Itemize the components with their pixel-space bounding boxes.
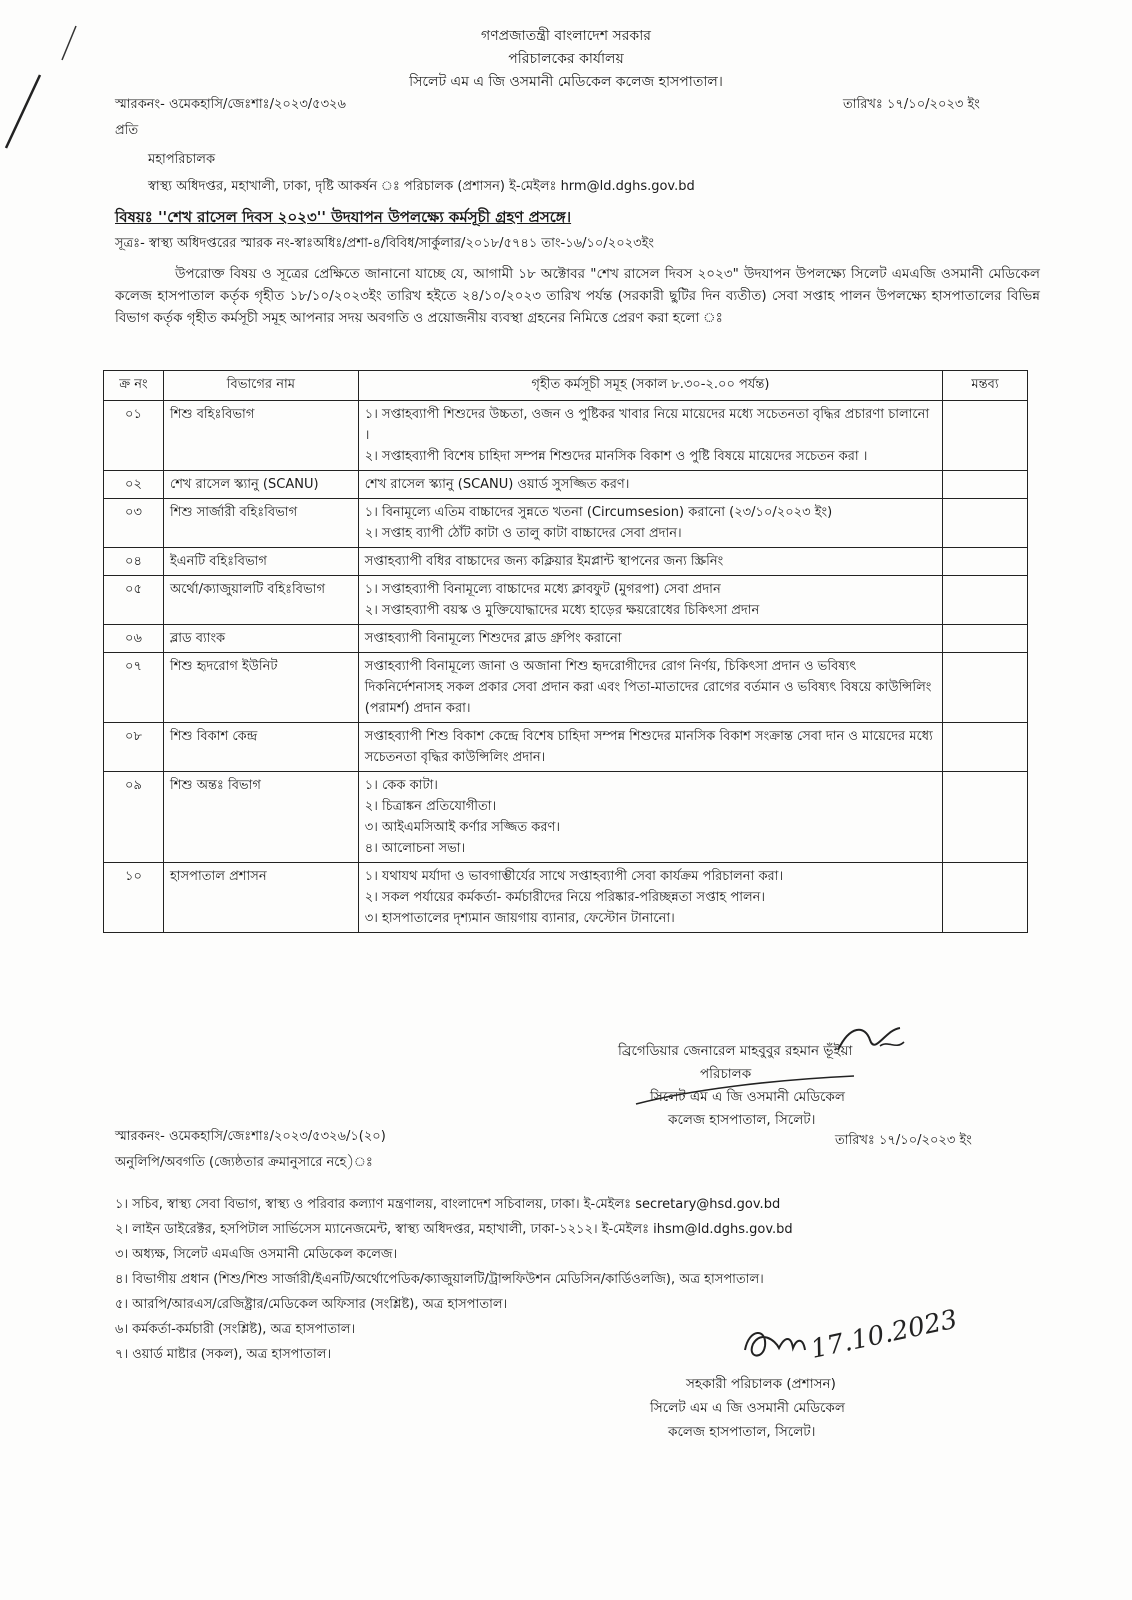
cc-item: ৭। ওয়ার্ড মাষ্টার (সকল), অত্র হাসপাতাল।: [115, 1347, 332, 1362]
body-text: উপরোক্ত বিষয় ও সূত্রের প্রেক্ষিতে জানানো যাচ্ছে যে, আগামী ১৮ অক্টোবর "শেখ রাসেল দিবস ২০২৩" উদযাপন উপলক্ষ্যে সিলেট এমএজি ওসমানী মেডিকেল কলেজ হাসপাতাল কর্তৃক গৃহীত ১৮/১০/২০২৩ইং তারিখ হইতে ২৪/১০/২০২৩ তারিখ পর্যন্ত (সরকারী ছুটির দিন ব্যতীত) সেবা সপ্তাহ পালন উপলক্ষ্যে হাসপাতালের বিভিন্ন বিভাগ কর্তৃক গৃহীত কর্মসূচী সমূহ আপনার সদয় অবগতি ও প্রয়োজনীয় ব্যবস্থা গ্রহনের নিমিত্তে প্রেরণ করা হলো ঃ: [115, 266, 1040, 326]
row-serial: ০৯: [104, 772, 164, 863]
row-remarks: [943, 863, 1028, 933]
row-programs: [358, 772, 942, 863]
row-dept: ব্লাড ব্যাংক: [163, 625, 358, 653]
row-dept: শেখ রাসেল স্ক্যানু (SCANU): [163, 471, 358, 499]
header-programs: গৃহীত কর্মসূচী সমূহ (সকাল ৮.৩০-২.০০ পর্যন্ত): [358, 371, 942, 401]
row-remarks: [943, 576, 1028, 625]
memo-ref: স্মারকনং- ওমেকহাসি/জেঃশাঃ/২০২৩/৫৩২৬: [115, 97, 346, 112]
row-programs: [358, 576, 942, 625]
row-remarks: [943, 625, 1028, 653]
program-item: ১। বিনামূল্যে এতিম বাচ্চাদের সুন্নতে খতনা (Circumsesion) করানো (২৩/১০/২০২৩ ইং): [364, 505, 833, 520]
program-item: ২। সপ্তাহ ব্যাপী ঠোঁট কাটা ও তালু কাটা বাচ্চাদের সেবা প্রদান।: [364, 526, 682, 541]
cc-item: ৪। বিভাগীয় প্রধান (শিশু/শিশু সার্জারী/ইএনটি/অর্থোপেডিক/ক্যাজুয়ালটি/ট্রান্সফিউশন মেডিসিন/কার্ডিওলজি), অত্র হাসপাতাল।: [115, 1272, 764, 1287]
cc-item: ৬। কর্মকর্তা-কর্মচারী (সংশ্লিষ্ট), অত্র হাসপাতাল।: [115, 1322, 356, 1337]
cc-item: ৩। অধ্যক্ষ, সিলেট এমএজি ওসমানী মেডিকেল কলেজ।: [115, 1247, 398, 1262]
row-programs: [358, 625, 942, 653]
row-dept: অর্থো/ক্যাজুয়ালটি বহিঃবিভাগ: [163, 576, 358, 625]
cc-list: [115, 1192, 793, 1367]
row-remarks: [943, 401, 1028, 471]
table-row: [104, 625, 1028, 653]
row-serial: ০৭: [104, 653, 164, 723]
row-dept: শিশু বিকাশ কেন্দ্র: [163, 723, 358, 772]
program-item: সপ্তাহব্যাপী শিশু বিকাশ কেন্দ্রে বিশেষ চাহিদা সম্পন্ন শিশুদের মানসিক বিকাশ সংক্রান্ত সেবা দান ও মায়েদের মধ্যে সচেতনতা বৃদ্ধির কাউন্সিলিং প্রদান।: [364, 729, 933, 765]
header-remarks: মন্তব্য: [943, 371, 1028, 401]
program-item: সপ্তাহব্যাপী বধির বাচ্চাদের জন্য কক্লিয়ার ইমপ্লান্ট স্থাপনের জন্য স্ক্রিনিং: [364, 554, 724, 569]
header-dept: বিভাগের নাম: [163, 371, 358, 401]
program-item: ২। চিত্রাঙ্কন প্রতিযোগীতা।: [364, 799, 497, 814]
table-row: [104, 548, 1028, 576]
row-programs: [358, 863, 942, 933]
table-row: [104, 401, 1028, 471]
table-body: [104, 401, 1028, 933]
director-title: পরিচালক: [700, 1066, 752, 1082]
program-item: সপ্তাহব্যাপী বিনামূল্যে শিশুদের ব্লাড গ্রুপিং করানো: [364, 631, 622, 646]
row-programs: [358, 548, 942, 576]
cc-item: ১। সচিব, স্বাস্থ্য সেবা বিভাগ, স্বাস্থ্য ও পরিবার কল্যাণ মন্ত্রণালয়, বাংলাদেশ সচিবালয়, ঢাকা। ই-মেইলঃ secretary@hsd.gov.bd: [115, 1197, 781, 1212]
table-row: [104, 471, 1028, 499]
director-org-line2: কলেজ হাসপাতাল, সিলেট।: [668, 1112, 816, 1128]
body-paragraph: [115, 263, 1040, 329]
source-line: সূত্রঃ- স্বাস্থ্য অধিদপ্তরের স্মারক নং-স্বাঃঅধিঃ/প্রশা-৪/বিবিধ/সার্কুলার/২০১৮/৫৭৪১ তাং-১৬/১০/২০২৩ইং: [115, 236, 654, 251]
gov-header: গণপ্রজাতন্ত্রী বাংলাদেশ সরকার: [481, 28, 651, 44]
subject-line: বিষয়ঃ ''শেখ রাসেল দিবস ২০২৩'' উদযাপন উপলক্ষ্যে কর্মসূচী গ্রহণ প্রসঙ্গে।: [115, 208, 572, 226]
row-serial: ০৫: [104, 576, 164, 625]
asst-director-org-line2: কলেজ হাসপাতাল, সিলেট।: [668, 1424, 816, 1440]
office-header: পরিচালকের কার্যালয়: [508, 51, 624, 67]
row-remarks: [943, 471, 1028, 499]
cc-heading: অনুলিপি/অবগতি (জ্যেষ্ঠতার ক্রমানুসারে নহে)ঃ: [115, 1155, 373, 1170]
handwritten-signature: [735, 1300, 975, 1375]
hospital-header: সিলেট এম এ জি ওসমানী মেডিকেল কলেজ হাসপাতাল।: [409, 74, 723, 90]
row-remarks: [943, 772, 1028, 863]
row-serial: ০২: [104, 471, 164, 499]
table-row: [104, 772, 1028, 863]
program-item: ১। যথাযথ মর্যাদা ও ভাবগাম্ভীর্যের সাথে সপ্তাহব্যাপী সেবা কার্যক্রম পরিচালনা করা।: [364, 869, 784, 884]
row-dept: শিশু হৃদরোগ ইউনিট: [163, 653, 358, 723]
row-serial: ০৮: [104, 723, 164, 772]
memo-date: তারিখঃ ১৭/১০/২০২৩ ইং: [843, 97, 980, 112]
cc-item: ২। লাইন ডাইরেক্টর, হসপিটাল সার্ভিসেস ম্যানেজমেন্ট, স্বাস্থ্য অধিদপ্তর, মহাখালী, ঢাকা-১২১২। ই-মেইলঃ ihsm@ld.dghs.gov.bd: [115, 1222, 793, 1237]
row-serial: ০১: [104, 401, 164, 471]
table-header-row: [104, 371, 1028, 401]
row-programs: [358, 653, 942, 723]
asst-director-org-line1: সিলেট এম এ জি ওসমানী মেডিকেল: [650, 1400, 845, 1416]
program-item: ৩। আইএমসিআই কর্ণার সজ্জিত করণ।: [364, 820, 560, 835]
table-row: [104, 499, 1028, 548]
row-dept: শিশু অন্তঃ বিভাগ: [163, 772, 358, 863]
row-remarks: [943, 499, 1028, 548]
row-dept: ইএনটি বহিঃবিভাগ: [163, 548, 358, 576]
recipient-title: মহাপরিচালক: [148, 152, 216, 167]
program-item: ১। কেক কাটা।: [364, 778, 438, 793]
asst-director-title: সহকারী পরিচালক (প্রশাসন): [686, 1376, 836, 1392]
header-serial: ক্র নং: [104, 371, 164, 401]
row-programs: [358, 499, 942, 548]
cc-item: ৫। আরপি/আরএস/রেজিষ্ট্রার/মেডিকেল অফিসার (সংশ্লিষ্ট), অত্র হাসপাতাল।: [115, 1297, 508, 1312]
table-row: [104, 723, 1028, 772]
row-serial: ১০: [104, 863, 164, 933]
handwritten-date: 17.10.2023: [808, 1304, 961, 1365]
memo2-date: তারিখঃ ১৭/১০/২০২৩ ইং: [835, 1133, 972, 1148]
director-org-line1: সিলেট এম এ জি ওসমানী মেডিকেল: [650, 1089, 845, 1105]
program-table: [103, 370, 1028, 933]
program-item: ২। সপ্তাহব্যাপী বিশেষ চাহিদা সম্পন্ন শিশুদের মানসিক বিকাশ ও পুষ্টি বিষয়ে মায়েদের সচেতন করা ।: [364, 449, 868, 464]
program-item: ২। সপ্তাহব্যাপী বয়স্ক ও মুক্তিযোদ্ধাদের মধ্যে হাড়ের ক্ষয়রোধের চিকিৎসা প্রদান: [364, 603, 760, 618]
table-row: [104, 863, 1028, 933]
program-item: ২। সকল পর্যায়ের কর্মকর্তা- কর্মচারীদের নিয়ে পরিষ্কার-পরিচ্ছন্নতা সপ্তাহ পালন।: [364, 890, 766, 905]
row-programs: [358, 401, 942, 471]
program-item: সপ্তাহব্যাপী বিনামূল্যে জানা ও অজানা শিশু হৃদরোগীদের রোগ নির্ণয়, চিকিৎসা প্রদান ও ভবিষ্যৎ দিকনির্দেশনাসহ সকল প্রকার সেবা প্রদান করা এবং পিতা-মাতাদের রোগের বর্তমান ও ভবিষ্যৎ বিষয়ে কাউন্সিলিং (পরামর্শ) প্রদান করা।: [364, 659, 932, 716]
row-remarks: [943, 723, 1028, 772]
program-item: ১। সপ্তাহব্যাপী শিশুদের উচ্চতা, ওজন ও পুষ্টিকর খাবার নিয়ে মায়েদের মধ্যে সচেতনতা বৃদ্ধির প্রচারণা চালানো ।: [364, 407, 930, 443]
row-remarks: [943, 653, 1028, 723]
table-row: [104, 576, 1028, 625]
director-name: ব্রিগেডিয়ার জেনারেল মাহবুবুর রহমান ভূঁইয়া: [618, 1043, 853, 1059]
row-serial: ০৩: [104, 499, 164, 548]
row-remarks: [943, 548, 1028, 576]
row-programs: [358, 723, 942, 772]
row-dept: শিশু বহিঃবিভাগ: [163, 401, 358, 471]
row-dept: শিশু সার্জারী বহিঃবিভাগ: [163, 499, 358, 548]
program-item: শেখ রাসেল স্ক্যানু (SCANU) ওয়ার্ড সুসজ্জিত করণ।: [364, 477, 630, 492]
to-label: প্রতি: [115, 123, 139, 138]
row-programs: [358, 471, 942, 499]
table-row: [104, 653, 1028, 723]
program-item: ৩। হাসপাতালের দৃশ্যমান জায়গায় ব্যানার, ফেস্টোন টানানো।: [364, 911, 675, 926]
row-dept: হাসপাতাল প্রশাসন: [163, 863, 358, 933]
recipient-address: স্বাস্থ্য অধিদপ্তর, মহাখালী, ঢাকা, দৃষ্টি আকর্ষন ঃ পরিচালক (প্রশাসন) ই-মেইলঃ hrm@ld.dghs.gov.bd: [148, 179, 695, 194]
signature-strike-line: [630, 1070, 860, 1110]
row-serial: ০৪: [104, 548, 164, 576]
memo2-ref: স্মারকনং- ওমেকহাসি/জেঃশাঃ/২০২৩/৫৩২৬/১(২০): [115, 1129, 386, 1144]
row-serial: ০৬: [104, 625, 164, 653]
program-item: ১। সপ্তাহব্যাপী বিনামূল্যে বাচ্চাদের মধ্যে ক্লাবফুট (মুগরপা) সেবা প্রদান: [364, 582, 721, 597]
program-item: ৪। আলোচনা সভা।: [364, 841, 466, 856]
